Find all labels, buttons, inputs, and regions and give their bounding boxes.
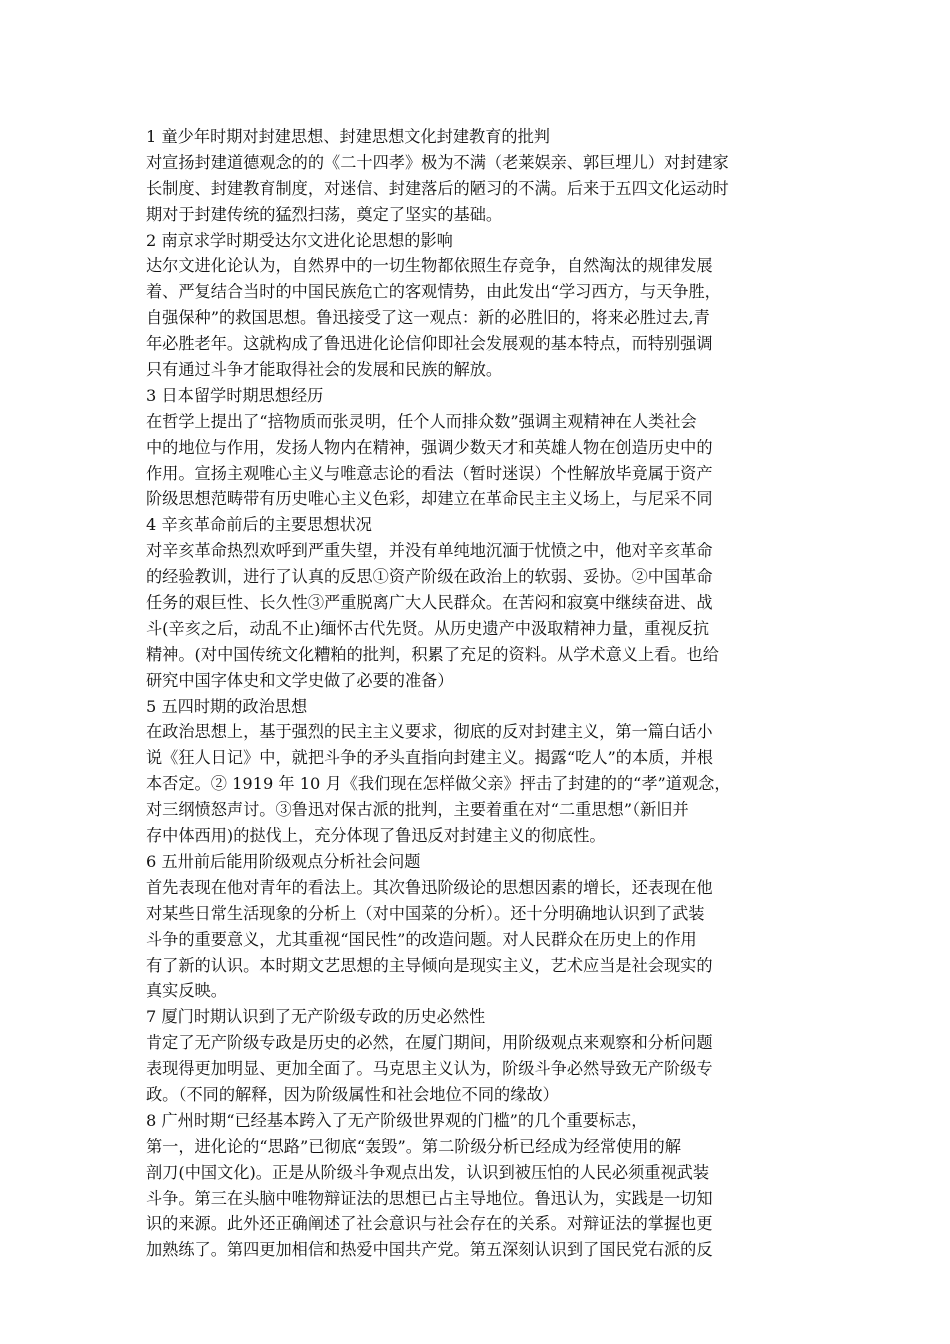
text-line: 有了新的认识。本时期文艺思想的主导倾向是现实主义，艺术应当是社会现实的 [146,955,713,975]
text-line: 达尔文进化论认为，自然界中的一切生物都依照生存竞争，自然淘汰的规律发展 [146,256,713,276]
text-line: 1 童少年时期对封建思想、封建思想文化封建教育的批判 [146,127,550,146]
text-line: 真实反映。 [146,981,227,1001]
text-line: 的经验教训，进行了认真的反思①资产阶级在政治上的软弱、妥协。②中国革命 [146,567,713,587]
text-line: 剖刀(中国文化)。正是从阶级斗争观点出发，认识到被压怕的人民必须重视武装 [146,1162,710,1182]
text-line: 斗争的重要意义，尤其重视“国民性”的改造问题。对人民群众在历史上的作用 [146,929,697,949]
text-line: 5 五四时期的政治思想 [146,696,308,716]
text-line: 阶级思想范畴带有历史唯心主义色彩，却建立在革命民主主义场上，与尼采不同 [146,489,713,509]
text-line: 对辛亥革命热烈欢呼到严重失望，并没有单纯地沉湎于忧愤之中，他对辛亥革命 [146,541,713,561]
text-line: 存中体西用)的挞伐上，充分体现了鲁迅反对封建主义的彻底性。 [146,826,606,846]
text-line: 说《狂人日记》中，就把斗争的矛头直指向封建主义。揭露“吃人”的本质，并根 [146,748,713,768]
text-line: 斗争。第三在头脑中唯物辩证法的思想已占主导地位。鲁迅认为，实践是一切知 [146,1188,713,1208]
text-line: 作用。宣扬主观唯心主义与唯意志论的看法（暂时迷误）个性解放毕竟属于资产 [146,463,713,483]
text-line: 首先表现在他对青年的看法上。其次鲁迅阶级论的思想因素的增长，还表现在他 [146,877,713,897]
text-line: 表现得更加明显、更加全面了。马克思主义认为，阶级斗争必然导致无产阶级专 [146,1059,713,1079]
text-line: 2 南京求学时期受达尔文进化论思想的影响 [146,230,453,250]
text-line: 7 厦门时期认识到了无产阶级专政的历史必然性 [146,1007,486,1027]
text-line: 期对于封建传统的猛烈扫荡，奠定了坚实的基础。 [146,204,503,224]
text-line: 第一，进化论的“思路”已彻底“轰毁”。第二阶级分析已经成为经常使用的解 [146,1136,681,1156]
text-line: 对某些日常生活现象的分析上（对中国菜的分析）。还十分明确地认识到了武装 [146,903,705,923]
text-line: 本否定。② 1919 年 10 月《我们现在怎样做父亲》抨击了封建的的“孝”道观念， [146,774,731,794]
text-line: 8 广州时期“已经基本跨入了无产阶级世界观的门槛”的几个重要标志， [146,1110,648,1130]
text-line: 肯定了无产阶级专政是历史的必然，在厦门期间，用阶级观点来观察和分析问题 [146,1033,713,1053]
text-line: 4 辛亥革命前后的主要思想状况 [146,515,372,535]
text-line: 加熟练了。第四更加相信和热爱中国共产党。第五深刻认识到了国民党右派的反 [146,1240,713,1260]
text-line: 3 日本留学时期思想经历 [146,385,324,405]
text-line: 对三纲愤怒声讨。③鲁迅对保古派的批判，主要着重在对“二重思想”（新旧并 [146,800,689,820]
text-line: 任务的艰巨性、长久性③严重脱离广大人民群众。在苦闷和寂寞中继续奋进、战 [146,593,713,613]
document-body [146,124,810,1263]
text-line: 识的来源。此外还正确阐述了社会意识与社会存在的关系。对辩证法的掌握也更 [146,1214,713,1234]
text-line: 在哲学上提出了“掊物质而张灵明，任个人而排众数”强调主观精神在人类社会 [146,411,697,431]
text-line: 长制度、封建教育制度，对迷信、封建落后的陋习的不满。后来于五四文化运动时 [146,178,729,198]
text-line: 只有通过斗争才能取得社会的发展和民族的解放。 [146,360,503,380]
text-line: 年必胜老年。这就构成了鲁迅进化论信仰即社会发展观的基本特点，而特别强调 [146,334,713,354]
text-line: 6 五卅前后能用阶级观点分析社会问题 [146,851,421,871]
text-line: 政。（不同的解释，因为阶级属性和社会地位不同的缘故） [146,1084,559,1104]
text-line: 斗(辛亥之后，动乱不止)缅怀古代先贤。从历史遗产中汲取精神力量，重视反抗 [146,618,710,638]
text-line: 在政治思想上，基于强烈的民主主义要求，彻底的反对封建主义，第一篇白话小 [146,722,713,742]
text-line: 研究中国字体史和文学史做了必要的准备） [146,670,454,690]
text-line: 着、严复结合当时的中国民族危亡的客观情势，由此发出“学习西方，与天争胜， [146,282,721,302]
text-line: 对宣扬封建道德观念的的《二十四孝》极为不满（老莱娱亲、郭巨埋儿）对封建家 [146,152,729,172]
text-line: 精神。(对中国传统文化糟粕的批判，积累了充足的资料。从学术意义上看。也给 [146,644,719,664]
text-line: 自强保种”的救国思想。鲁迅接受了这一观点：新的必胜旧的，将来必胜过去,青 [146,308,710,328]
text-line: 中的地位与作用，发扬人物内在精神，强调少数天才和英雄人物在创造历史中的 [146,437,713,457]
